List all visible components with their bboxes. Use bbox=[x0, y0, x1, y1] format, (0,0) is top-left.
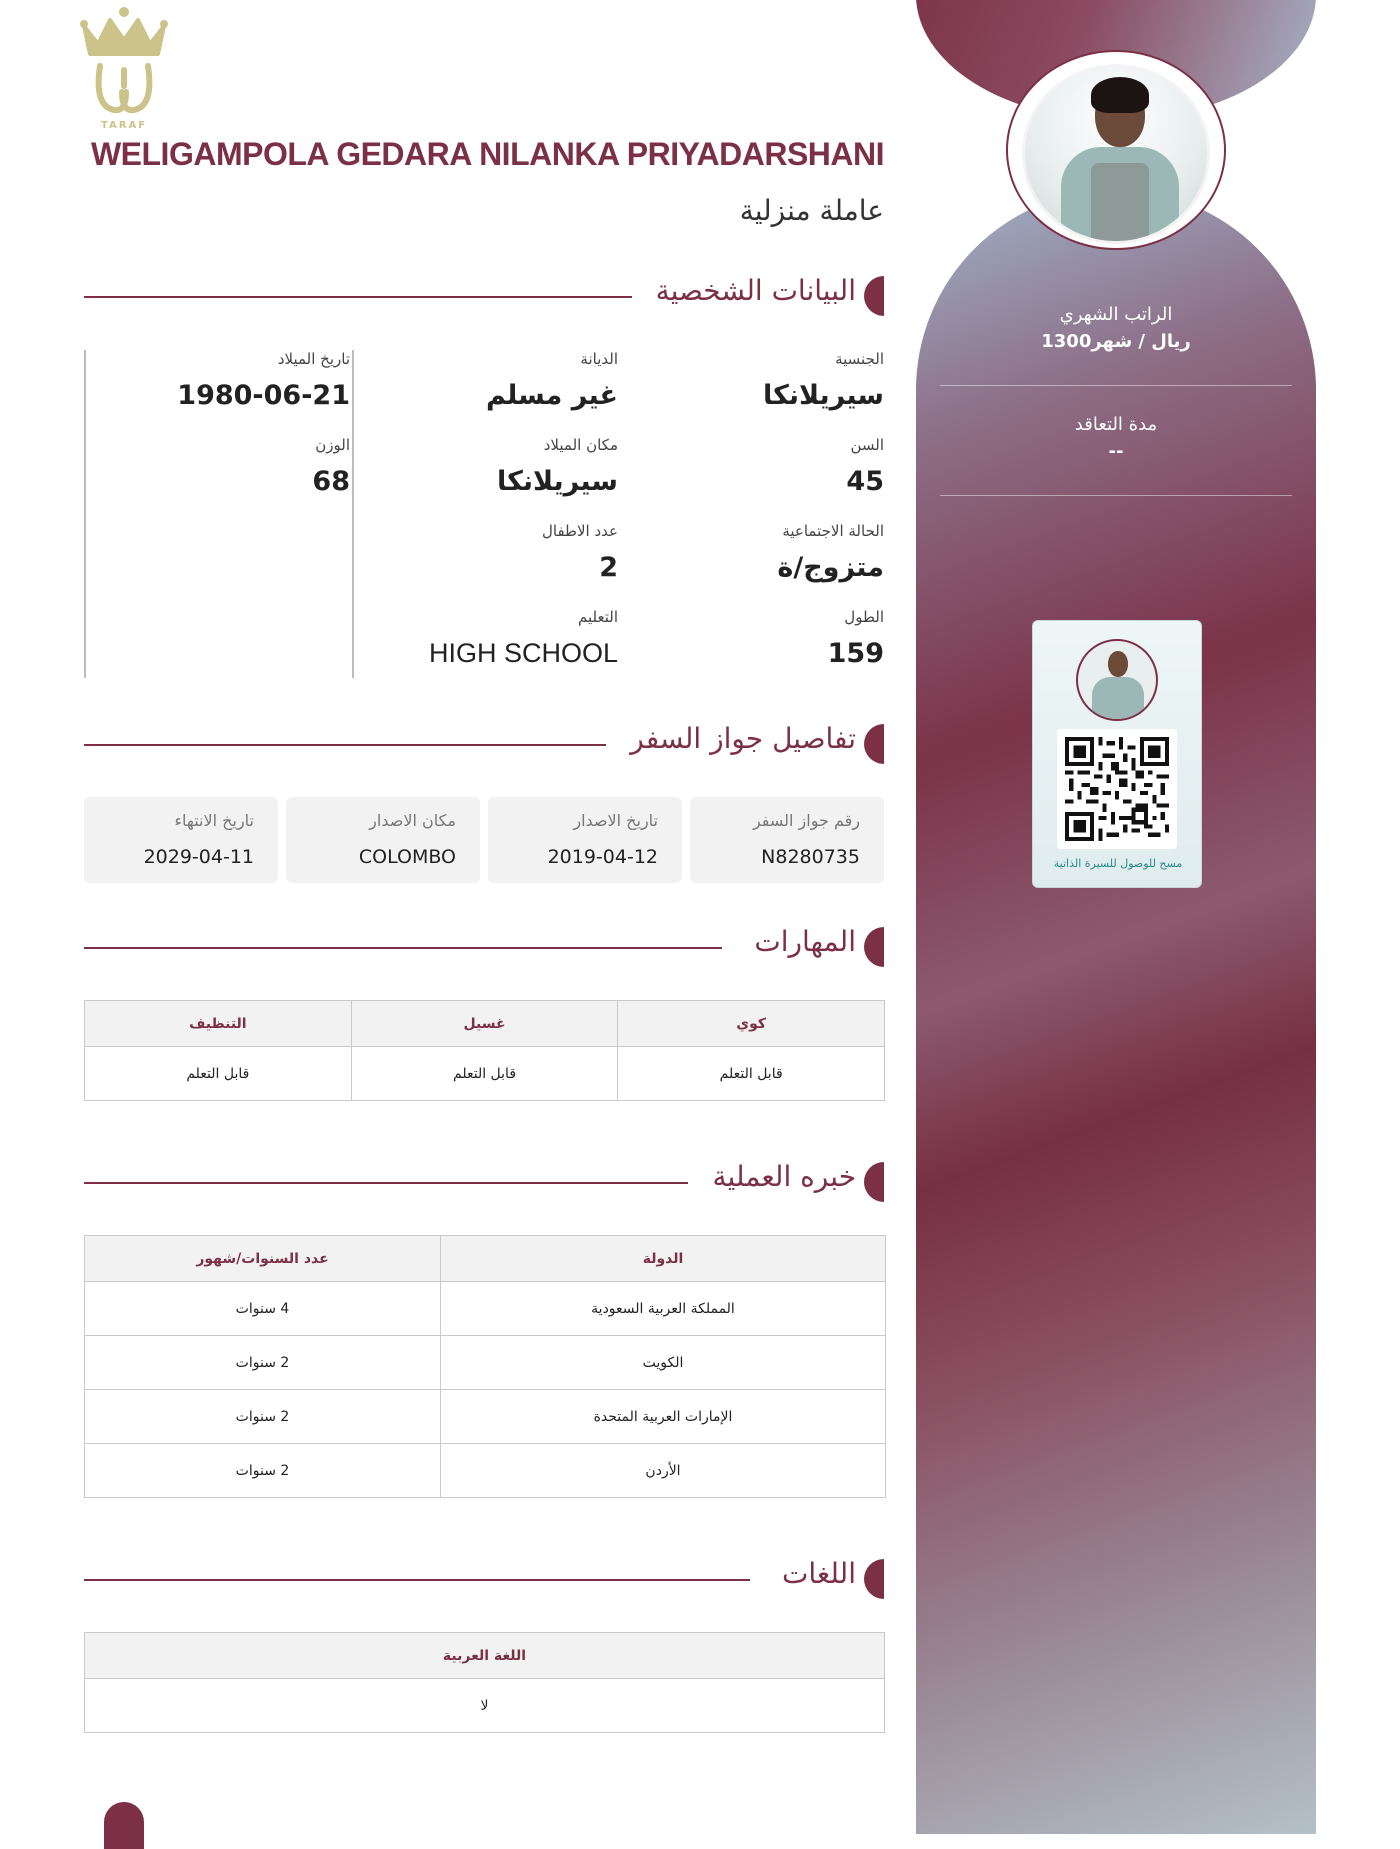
height-item bbox=[644, 608, 884, 669]
qr-caption: مسح للوصول للسيرة الذاتية bbox=[1053, 857, 1183, 870]
table-cell: 2 سنوات bbox=[85, 1444, 441, 1498]
table-cell: الأردن bbox=[441, 1444, 886, 1498]
skills-table bbox=[84, 1000, 885, 1101]
personal-column bbox=[352, 350, 618, 678]
table-header: كوي bbox=[618, 1001, 885, 1047]
sidebar-divider bbox=[940, 495, 1292, 496]
nationality-value: سيريلانكا bbox=[763, 380, 884, 411]
section-marker bbox=[864, 276, 884, 316]
experience-section-header bbox=[84, 1160, 884, 1204]
table-cell: 2 سنوات bbox=[85, 1336, 441, 1390]
weight-item bbox=[110, 436, 350, 497]
experience-table bbox=[84, 1235, 886, 1498]
languages-section-header bbox=[84, 1557, 884, 1601]
height-label: الطول bbox=[844, 608, 884, 626]
weight-value: 68 bbox=[312, 466, 350, 497]
personal-column bbox=[618, 350, 884, 678]
issue-place-value: COLOMBO bbox=[358, 846, 456, 868]
table-cell: قابل التعلم bbox=[85, 1047, 352, 1101]
table-header: التنظيف bbox=[85, 1001, 352, 1047]
age-label: السن bbox=[850, 436, 884, 454]
birthdate-item bbox=[110, 350, 350, 411]
birthdate-value: 1980-06-21 bbox=[177, 380, 350, 411]
expiry-card bbox=[84, 797, 278, 883]
table-cell: 4 سنوات bbox=[85, 1282, 441, 1336]
table-cell: لا bbox=[85, 1679, 885, 1733]
section-title: خبره العملية bbox=[712, 1160, 856, 1193]
children-item bbox=[378, 522, 618, 583]
issue-date-card bbox=[488, 797, 682, 883]
personal-column bbox=[84, 350, 350, 678]
table-header-row bbox=[85, 1633, 885, 1679]
weight-label: الوزن bbox=[315, 436, 350, 454]
height-value: 159 bbox=[827, 638, 884, 669]
table-row bbox=[85, 1282, 886, 1336]
education-label: التعليم bbox=[578, 608, 618, 626]
contract-label: مدة التعاقد bbox=[1074, 414, 1158, 435]
section-title: تفاصيل جواز السفر bbox=[630, 722, 856, 755]
qr-card[interactable] bbox=[1032, 620, 1202, 888]
table-row bbox=[85, 1444, 886, 1498]
nationality-label: الجنسية bbox=[835, 350, 884, 368]
table-cell: المملكة العربية السعودية bbox=[441, 1282, 886, 1336]
birthplace-item bbox=[378, 436, 618, 497]
age-value: 45 bbox=[846, 466, 884, 497]
table-row bbox=[85, 1047, 885, 1101]
table-header: غسيل bbox=[351, 1001, 618, 1047]
table-header: الدولة bbox=[441, 1236, 886, 1282]
personal-details bbox=[84, 350, 884, 678]
section-divider bbox=[84, 744, 606, 746]
table-row bbox=[85, 1679, 885, 1733]
candidate-name: WELIGAMPOLA GEDARA NILANKA PRIYADARSHANI bbox=[90, 136, 884, 172]
table-cell: قابل التعلم bbox=[351, 1047, 618, 1101]
table-row bbox=[85, 1336, 886, 1390]
passport-number-card bbox=[690, 797, 884, 883]
birthplace-label: مكان الميلاد bbox=[543, 436, 618, 454]
nationality-item bbox=[644, 350, 884, 411]
sidebar-panel bbox=[916, 0, 1316, 1834]
table-cell: الكويت bbox=[441, 1336, 886, 1390]
religion-item bbox=[378, 350, 618, 411]
languages-table bbox=[84, 1632, 885, 1733]
religion-value: غير مسلم bbox=[485, 380, 618, 411]
table-cell: 2 سنوات bbox=[85, 1390, 441, 1444]
table-row bbox=[85, 1390, 886, 1444]
children-value: 2 bbox=[599, 552, 618, 583]
issue-place-card bbox=[286, 797, 480, 883]
contract-value: -- bbox=[1108, 441, 1124, 462]
section-title: المهارات bbox=[754, 925, 856, 958]
birthplace-value: سيريلانكا bbox=[497, 466, 618, 497]
expiry-value: 2029-04-11 bbox=[143, 846, 254, 868]
issue-date-label: تاريخ الاصدار bbox=[573, 811, 658, 830]
section-marker bbox=[864, 1559, 884, 1599]
education-item bbox=[378, 608, 618, 669]
age-item bbox=[644, 436, 884, 497]
section-marker bbox=[864, 927, 884, 967]
issue-date-value: 2019-04-12 bbox=[547, 846, 658, 868]
section-title: اللغات bbox=[782, 1557, 856, 1590]
section-title: البيانات الشخصية bbox=[655, 274, 856, 307]
page-footer-marker bbox=[104, 1802, 144, 1849]
table-header-row bbox=[85, 1001, 885, 1047]
marital-label: الحالة الاجتماعية bbox=[782, 522, 884, 540]
salary-label: الراتب الشهري bbox=[1059, 304, 1173, 325]
salary-block bbox=[940, 304, 1292, 352]
children-label: عدد الاطفال bbox=[542, 522, 618, 540]
section-divider bbox=[84, 296, 632, 298]
section-marker bbox=[864, 1162, 884, 1202]
table-header: اللغة العربية bbox=[85, 1633, 885, 1679]
religion-label: الديانة bbox=[580, 350, 618, 368]
birthdate-label: تاريخ الميلاد bbox=[277, 350, 350, 368]
education-value: HIGH SCHOOL bbox=[428, 638, 618, 668]
section-divider bbox=[84, 1182, 688, 1184]
profile-photo bbox=[1022, 64, 1210, 244]
passport-number-label: رقم جواز السفر bbox=[752, 811, 860, 830]
logo-text: TARAF bbox=[100, 120, 148, 131]
marital-value: متزوج/ة bbox=[777, 552, 884, 583]
section-marker bbox=[864, 724, 884, 764]
salary-value: 1300ريال / شهر bbox=[1041, 331, 1191, 352]
passport-section-header bbox=[84, 722, 884, 766]
passport-number-value: N8280735 bbox=[761, 846, 860, 868]
sidebar-divider bbox=[940, 385, 1292, 386]
table-header-row bbox=[85, 1236, 886, 1282]
marital-item bbox=[644, 522, 884, 583]
table-header: عدد السنوات/شهور bbox=[85, 1236, 441, 1282]
table-cell: قابل التعلم bbox=[618, 1047, 885, 1101]
company-logo bbox=[76, 2, 172, 132]
personal-section-header bbox=[84, 274, 884, 318]
section-divider bbox=[84, 1579, 750, 1581]
section-divider bbox=[84, 947, 722, 949]
contract-block bbox=[940, 414, 1292, 462]
table-cell: الإمارات العربية المتحدة bbox=[441, 1390, 886, 1444]
issue-place-label: مكان الاصدار bbox=[369, 811, 456, 830]
qr-code-icon[interactable] bbox=[1057, 729, 1177, 849]
qr-avatar bbox=[1076, 639, 1158, 721]
expiry-label: تاريخ الانتهاء bbox=[174, 811, 254, 830]
job-title: عاملة منزلية bbox=[739, 194, 884, 227]
skills-section-header bbox=[84, 925, 884, 969]
passport-details bbox=[84, 797, 884, 883]
